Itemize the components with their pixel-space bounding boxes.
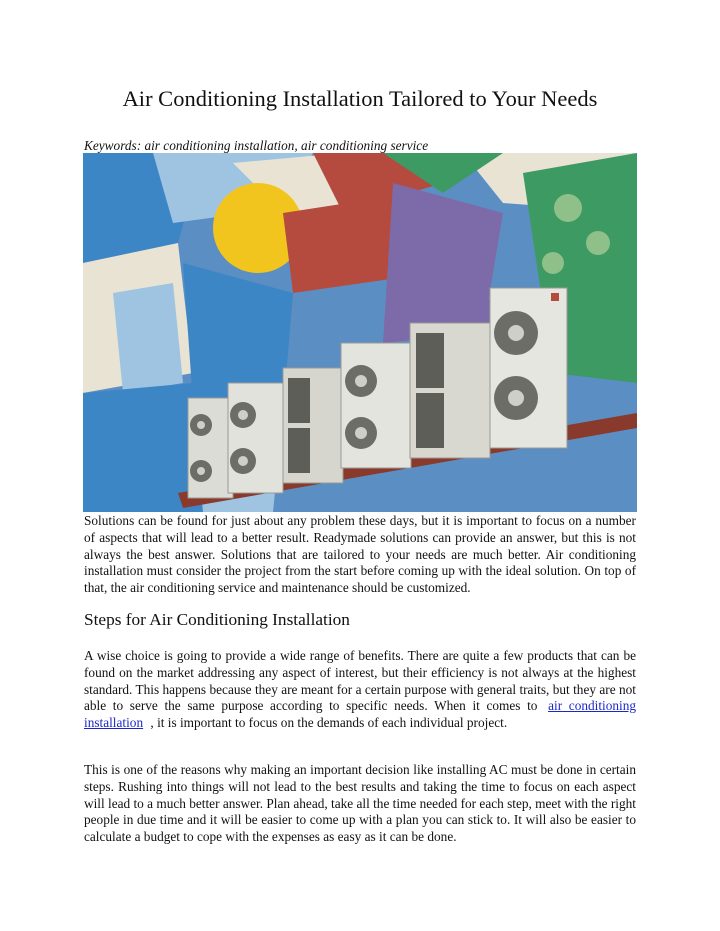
mural-green-dot [586, 231, 610, 255]
page-title: Air Conditioning Installation Tailored to Your Needs [122, 86, 598, 111]
ac-unit [341, 343, 411, 468]
ac-unit [188, 398, 233, 498]
mural-green-dot [554, 194, 582, 222]
steps-paragraph-1 [84, 648, 636, 732]
air-conditioning-installation-link[interactable]: air conditioning installation [84, 698, 637, 731]
steps-paragraph-2: This is one of the reasons why making an important decision like installing AC must be done in certain steps. Rushing into things will not lead to the best results and taking the time to focus on each aspect will lead to a much better answer. Plan ahead, take all the time needed for each step, meet with the right people in due time and it will be easier to come up with a plan you can stick to. It will also be easier to calculate a budget to cope with the expenses as easy as it can be done. [84, 762, 636, 845]
keywords-line: Keywords: air conditioning installation, air conditioning service [84, 138, 429, 153]
mural-light-blue-left [113, 283, 183, 393]
ac-unit [410, 323, 490, 458]
paragraph-text: A wise choice is going to provide a wide range of benefits. There are quite a few products that can be found on the market addressing any aspect of interest, but their efficiency is not always at the highest standard. This happens because they are meant for a certain purpose with general traits, but they are not able to serve the same purpose according to specific needs. When it comes to [84, 648, 636, 714]
ac-unit [490, 288, 567, 448]
hero-image-ac-units-mural [83, 153, 637, 512]
mural-green-dot [542, 252, 564, 274]
section-heading-steps: Steps for Air Conditioning Installation [84, 610, 350, 629]
ac-unit [283, 368, 343, 483]
paragraph-text: , it is important to focus on the demands of each individual project. [150, 715, 508, 731]
ac-unit [228, 383, 283, 493]
intro-paragraph: Solutions can be found for just about any problem these days, but it is important to focus on a number of aspects that will lead to a better result. Readymade solutions can provide an answer, but this is not always the best answer. Solutions that are tailored to your needs are much better. Air conditioning installation must consider the project from the start before coming up with the ideal solution. On top of that, the air conditioning service and maintenance should be customized. [84, 513, 636, 596]
